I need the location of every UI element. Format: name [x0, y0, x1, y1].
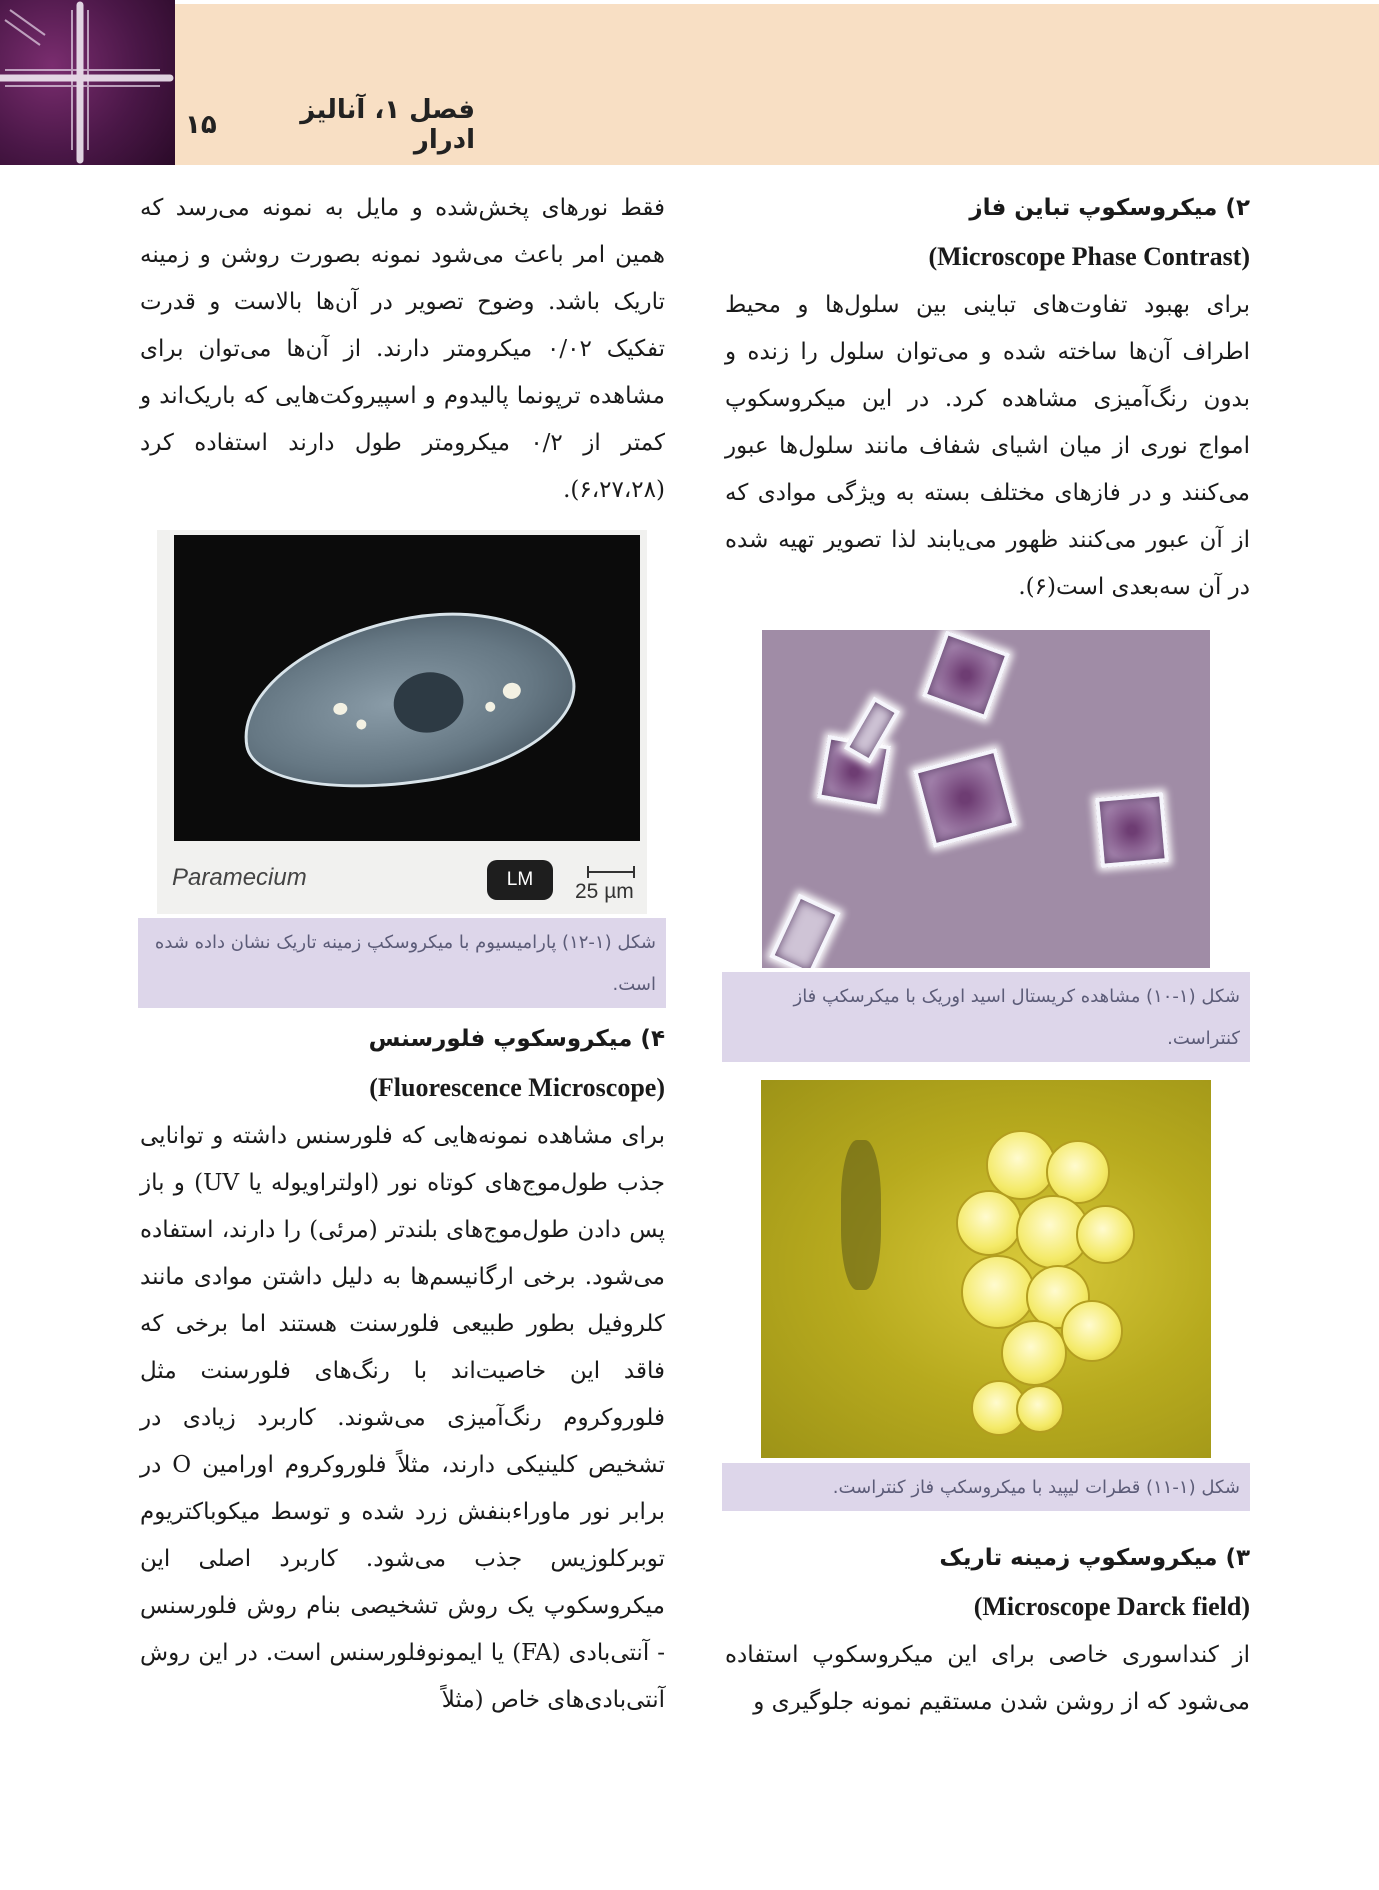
section4-english-heading: (Fluorescence Microscope) — [369, 1073, 665, 1102]
section3-english-heading: (Microscope Darck field) — [973, 1592, 1250, 1621]
section2-heading: ۲) میکروسکوپ تباین فاز — [969, 195, 1250, 221]
section2-body: برای بهبود تفاوت‌های تباینی بین سلول‌ها و محیط اطراف آن‌ها ساخته شده و می‌توان سلول را زنده و بدون رنگ‌آمیزی مشاهده کرد. در این میکروسکوپ امواج نوری از میان اشیای شفاف مانند سلول‌ها عبور می‌کنند و در فازهای مختلف بسته به ویژگی موادی که از آن عبور می‌کنند ظهور می‌یابند لذا تصویر تهیه شده در آن سه‌بعدی است(۶). — [725, 292, 1250, 600]
figure10-caption: شکل (۱-۱۰) مشاهده کریستال اسید اوریک با میکرسکپ فاز کنتراست. — [722, 972, 1250, 1062]
left-column-lower — [140, 1016, 665, 1724]
figure12-caption: شکل (۱-۱۲) پارامیسیوم با میکروسکپ زمینه تاریک نشان داده شده است. — [138, 918, 666, 1008]
header-crystal-image — [0, 0, 175, 165]
section4-body: برای مشاهده نمونه‌هایی که فلورسنس داشته و توانایی جذب طول‌موج‌های کوتاه نور (اولتراویوله یا UV) و باز پس دادن طول‌موج‌های بلندتر (مرئی) را دارند، استفاده می‌شود. برخی ارگانیسم‌ها به دلیل داشتن موادی مانند کلروفیل بطور طبیعی فلورسنت هستند اما برخی که فاقد این خاصیت‌اند با رنگ‌های فلورسنت مثل فلوروکروم رنگ‌آمیزی می‌شوند. کاربرد زیادی در تشخیص کلینیکی دارند، مثلاً فلوروکروم اورامین O در برابر نور ماوراءبنفش زرد شده و توسط میکوباکتریوم توبرکلوزیس جذب می‌شود. کاربرد اصلی این میکروسکوپ یک روش تشخیصی بنام روش فلورسنس - آنتی‌بادی (FA) یا ایمونوفلورسنس است. در این روش آنتی‌بادی‌های خاص (مثلاً — [140, 1123, 665, 1713]
scale-label: 25 µm — [575, 880, 634, 903]
scale-bar-icon — [587, 866, 635, 878]
intro-body: فقط نورهای پخش‌شده و مایل به نمونه می‌رسد که همین امر باعث می‌شود نمونه بصورت روشن و زمینه تاریک باشد. وضوح تصویر در آن‌ها بالاست و قدرت تفکیک ۰/۰۲ میکرومتر دارند. از آن‌ها می‌توان برای مشاهده ترپونما پالیدوم و اسپیروکت‌هایی که باریک‌اند و کمتر از ۰/۲ میکرومتر طول دارند استفاده کرد (۶،۲۷،۲۸). — [140, 195, 666, 503]
figure-paramecium — [157, 530, 647, 914]
running-header — [185, 95, 475, 155]
figure12-organism-label: Paramecium — [172, 864, 307, 891]
figure11-caption: شکل (۱-۱۱) قطرات لیپید با میکروسکپ فاز کنتراست. — [722, 1463, 1250, 1511]
figure-uric-acid-crystals — [762, 630, 1210, 968]
paramecium-darkfield-image — [174, 535, 640, 841]
right-column-lower — [725, 1535, 1250, 1726]
right-column — [725, 185, 1250, 611]
lm-badge: LM — [487, 860, 553, 900]
section3-body: از کنداسوری خاصی برای این میکروسکوپ استفاده می‌شود که از روشن شدن مستقیم نمونه جلوگیری و — [725, 1642, 1250, 1715]
figure-lipid-droplets — [761, 1080, 1211, 1458]
chapter-title: فصل ۱، آنالیز ادرار — [300, 95, 475, 155]
section3-heading: ۳) میکروسکوپ زمینه تاریک — [939, 1545, 1250, 1571]
left-column — [140, 185, 665, 514]
page-number: ۱۵ — [185, 110, 217, 140]
section2-english-heading: (Microscope Phase Contrast) — [928, 242, 1250, 271]
section4-heading: ۴) میکروسکوپ فلورسنس — [368, 1026, 665, 1052]
